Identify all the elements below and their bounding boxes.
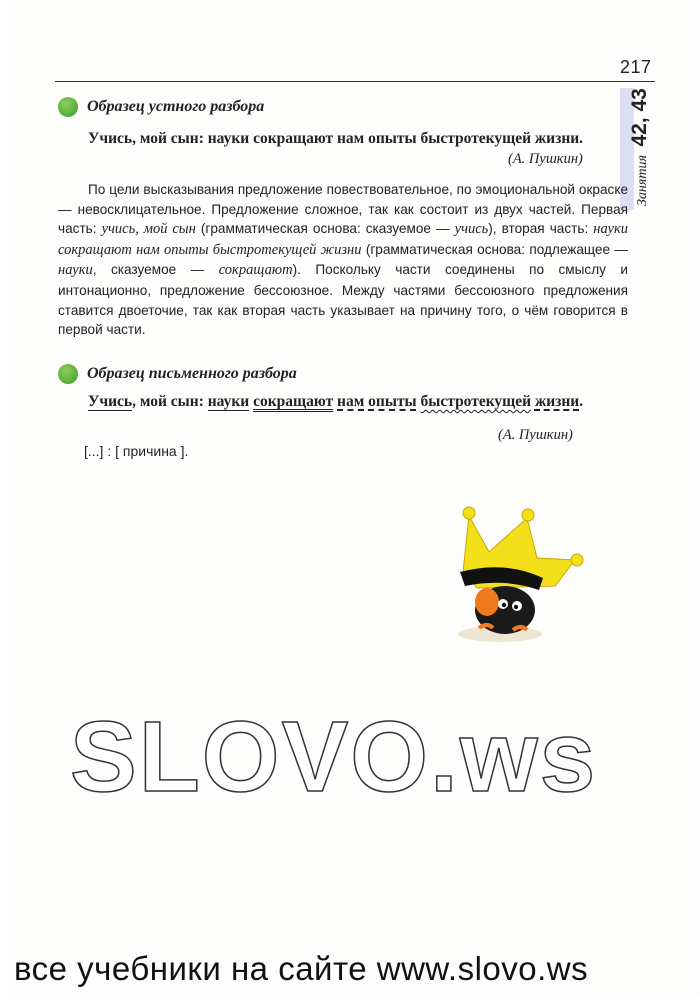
object-nam: нам: [337, 393, 365, 410]
green-bullet-icon: [58, 364, 78, 384]
side-tab-numbers: 42, 43: [628, 88, 651, 147]
analysis-text-4: (грамматическая основа: подлежащее —: [361, 241, 628, 257]
written-author: (А. Пушкин): [498, 427, 573, 443]
attribute-bystrotekushchey: быстротекущей: [420, 393, 532, 410]
watermark-logo: SLOVO.ws: [70, 701, 598, 813]
crowned-mascot-illustration: [455, 500, 585, 645]
oral-author: (А. Пушкин): [508, 151, 583, 167]
predicate-uchis: Учись: [88, 393, 133, 410]
analysis-italic-3: науки сокращают нам опыты быстротекущей жизни: [58, 221, 629, 258]
object-opyty: опыты: [368, 393, 417, 410]
oral-heading-text: Образец устного разбора: [87, 98, 265, 115]
page-number: 217: [620, 57, 652, 77]
side-tab-label: Занятия: [635, 154, 650, 206]
analysis-text-2: (грамматическая основа: сказуемое —: [195, 221, 455, 237]
written-sep: , мой сын:: [132, 393, 208, 410]
written-heading: [58, 364, 297, 384]
green-bullet-icon: [58, 97, 78, 117]
header-rule: [55, 81, 655, 82]
written-heading-text: Образец письменного разбора: [87, 365, 297, 382]
sentence-scheme: [...] : [ причина ].: [84, 443, 189, 459]
oral-heading: [58, 97, 264, 117]
written-dot: .: [579, 393, 584, 410]
subject-nauki: науки: [207, 393, 250, 410]
analysis-italic-1: учись, мой сын: [101, 221, 196, 238]
footer-site-text: все учебники на сайте www.slovo.ws: [14, 950, 589, 987]
analysis-italic-5: сокращают: [218, 262, 293, 279]
side-tab-text: [628, 88, 652, 206]
analysis-italic-4: науки: [58, 262, 93, 279]
written-quote: [58, 390, 628, 414]
predicate-sokrashchayut: сокращают: [253, 393, 334, 410]
oral-analysis-text: [58, 180, 628, 340]
object-zhizni: жизни: [534, 393, 580, 410]
analysis-text-1: По цели высказывания предложение повествовательное, по эмоциональной окраске — невосклицательное. Предложение сложное, так как состоит из двух частей. Первая часть:: [58, 182, 628, 237]
analysis-text-5: , сказуемое —: [92, 262, 219, 278]
analysis-text-6: ). Поскольку части соединены по смыслу и интонационно, предложение бессоюзное. Между частями бессоюзного предложения ставится двоеточие, так как вторая часть указывает на причину того, о чём говорится в первой части.: [58, 262, 628, 338]
oral-quote: Учись, мой сын: науки сокращают нам опыты быстротекущей жизни.: [88, 130, 584, 147]
analysis-italic-2: учись: [454, 221, 489, 238]
analysis-text-3: ), вторая часть:: [488, 221, 594, 237]
